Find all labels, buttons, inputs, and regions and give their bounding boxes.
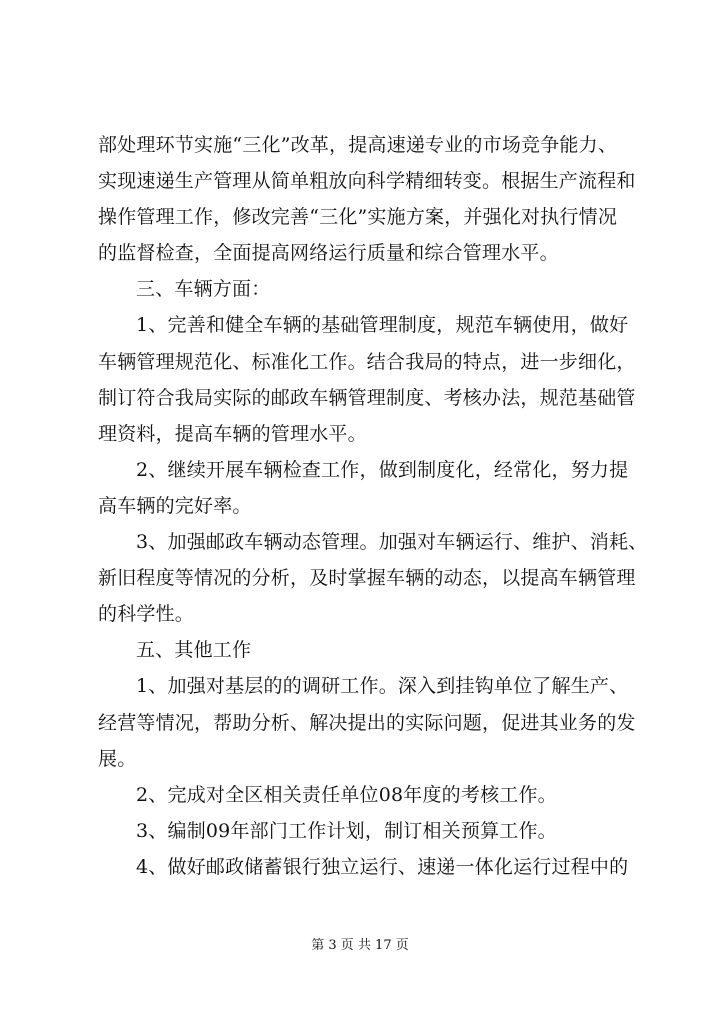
text-line: 部处理环节实施“三化”改革，提高速递专业的市场竞争能力、 bbox=[98, 134, 618, 156]
text-line: 2、继续开展车辆检查工作，做到制度化，经常化，努力提 bbox=[136, 458, 629, 481]
text-line: 实现速递生产管理从简单粗放向科学精细转变。根据生产流程和 bbox=[98, 170, 636, 193]
text-line: 理资料，提高车辆的管理水平。 bbox=[98, 422, 367, 445]
text-line: 4、做好邮政储蓄银行独立运行、速递一体化运行过程中的 bbox=[136, 855, 629, 878]
text-line: 经营等情况，帮助分析、解决提出的实际问题，促进其业务的发 bbox=[98, 711, 636, 734]
text-line: 的科学性。 bbox=[98, 603, 195, 626]
text-line: 三、车辆方面： bbox=[136, 278, 271, 301]
text-line: 展。 bbox=[98, 747, 137, 770]
text-line: 操作管理工作，修改完善“三化”实施方案，并强化对执行情况 bbox=[98, 206, 618, 229]
text-line: 的监督检查，全面提高网络运行质量和综合管理水平。 bbox=[98, 242, 559, 265]
text-line: 新旧程度等情况的分析，及时掌握车辆的动态，以提高车辆管理 bbox=[98, 567, 636, 590]
text-line: 高车辆的完好率。 bbox=[98, 494, 252, 517]
document-body bbox=[98, 127, 648, 885]
text-line: 制订符合我局实际的邮政车辆管理制度、考核办法，规范基础管 bbox=[98, 386, 636, 409]
text-line: 2、完成对全区相关责任单位08年度的考核工作。 bbox=[136, 783, 557, 806]
page-footer: 第 3 页 共 17 页 bbox=[311, 938, 409, 953]
text-line: 1、完善和健全车辆的基础管理制度，规范车辆使用，做好 bbox=[136, 314, 629, 337]
text-line: 3、加强邮政车辆动态管理。加强对车辆运行、维护、消耗、 bbox=[136, 531, 648, 554]
text-line: 五、其他工作 bbox=[136, 639, 252, 662]
text-line: 3、编制09年部门工作计划，制订相关预算工作。 bbox=[136, 819, 557, 842]
text-line: 1、加强对基层的的调研工作。深入到挂钩单位了解生产、 bbox=[136, 675, 629, 698]
text-line: 车辆管理规范化、标准化工作。结合我局的特点，进一步细化， bbox=[98, 350, 636, 373]
